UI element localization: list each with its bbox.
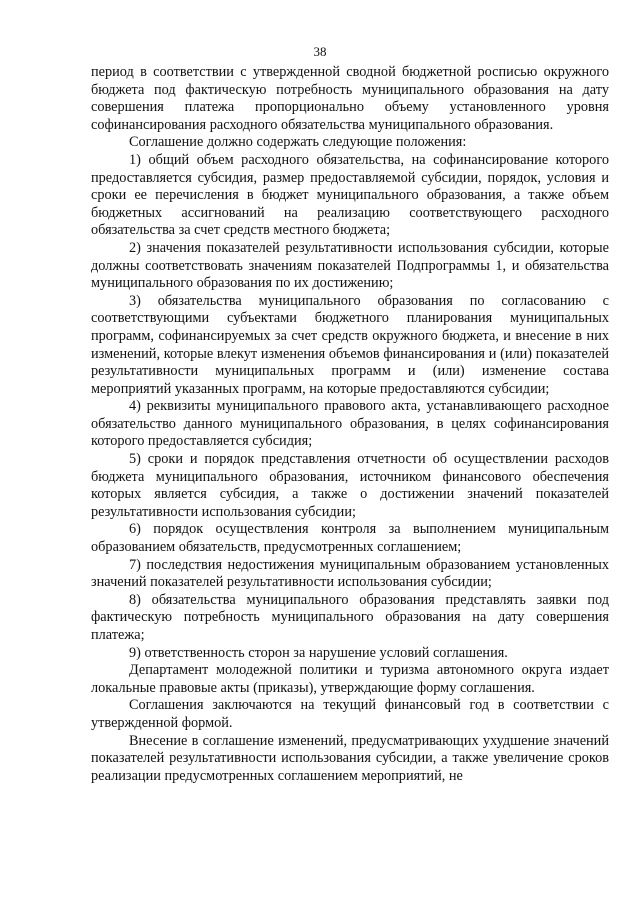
paragraph-department: Департамент молодежной политики и туризма автономного округа издает локальные правовые акты (приказы), утверждающие форму соглашения. xyxy=(91,662,609,696)
document-body xyxy=(91,64,609,785)
list-item-1: 1) общий объем расходного обязательства, на софинансирование которого предоставляется субсидия, размер предоставляемой субсидии, порядок, условия и сроки ее перечисления в бюджет муниципального образования, а также объем бюджетных ассигнований на реализацию соответствующего расходного обязательства за счет средств местного бюджета; xyxy=(91,151,609,239)
paragraph-agreements-term: Соглашения заключаются на текущий финансовый год в соответствии с утвержденной формой. xyxy=(91,697,609,731)
page-number: 38 xyxy=(313,44,327,59)
list-item-6: 6) порядок осуществления контроля за выполнением муниципальным образованием обязательств, предусмотренных соглашением; xyxy=(91,521,609,556)
list-item-9: 9) ответственность сторон за нарушение условий соглашения. xyxy=(129,644,508,661)
paragraph-amendments: Внесение в соглашение изменений, предусматривающих ухудшение значений показателей результативности использования субсидии, а также увеличение сроков реализации предусмотренных соглашением мероприятий, не xyxy=(91,732,609,784)
paragraph-agreement-intro: Соглашение должно содержать следующие положения: xyxy=(129,134,467,151)
list-item-2: 2) значения показателей результативности использования субсидии, которые должны соответствовать значениям показателей Подпрограммы 1, и обязательства муниципального образования по их достижению; xyxy=(91,239,609,292)
list-item-5: 5) сроки и порядок представления отчетности об осуществлении расходов бюджета муниципального образования, источником финансового обеспечения которых является субсидия, а также о достижении значений показателей результативности использования субсидии; xyxy=(91,451,609,520)
list-item-3: 3) обязательства муниципального образования по согласованию с соответствующими субъектами бюджетного планирования муниципальных программ, софинансируемых за счет средств окружного бюджета, и внесение в них изменений, которые влекут изменения объемов финансирования и (или) показателей результативности муниципальных программ и (или) изменение состава мероприятий указанных программ, на которые предоставляются субсидии; xyxy=(91,292,609,397)
list-item-8: 8) обязательства муниципального образования представлять заявки под фактическую потребность муниципального образования на дату совершения платежа; xyxy=(91,591,609,643)
list-item-4: 4) реквизиты муниципального правового акта, устанавливающего расходное обязательство данного муниципального образования, в целях софинансирования которого предоставляется субсидия; xyxy=(91,398,609,450)
list-item-7: 7) последствия недостижения муниципальным образованием установленных значений показателей результативности использования субсидии; xyxy=(91,556,609,591)
paragraph-continuation: период в соответствии с утвержденной сводной бюджетной росписью окружного бюджета под фактическую потребность муниципального образования на дату совершения платежа пропорционально объему установленного уровня софинансирования расходного обязательства муниципального образования. xyxy=(91,64,609,133)
